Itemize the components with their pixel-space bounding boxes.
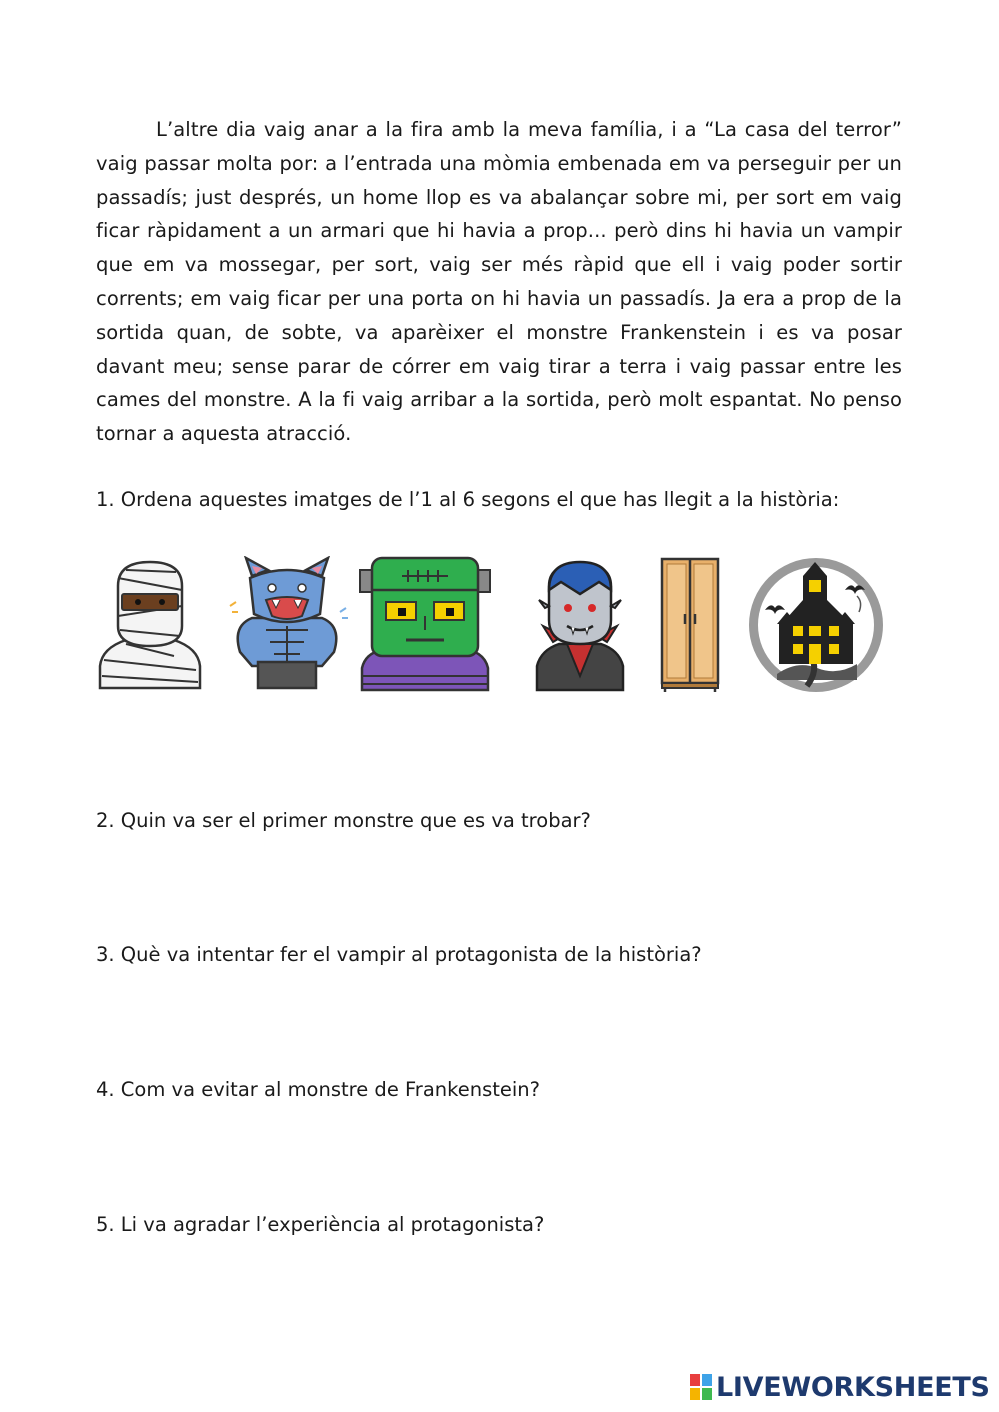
wardrobe-icon xyxy=(659,556,721,692)
question-1: 1. Ordena aquestes imatges de l’1 al 6 segons el que has llegit a la història: xyxy=(96,488,840,511)
question-2: 2. Quin va ser el primer monstre que es va trobar? xyxy=(96,809,591,832)
mummy-icon xyxy=(96,556,204,690)
liveworksheets-logo xyxy=(690,1370,990,1404)
question-3: 3. Què va intentar fer el vampir al protagonista de la història? xyxy=(96,943,702,966)
haunted-house-icon xyxy=(747,556,885,694)
story-paragraph: L’altre dia vaig anar a la fira amb la meva família, i a “La casa del terror” vaig passar molta por: a l’entrada una mòmia embenada em va perseguir per un passadís; just després, un home llop es va abalançar sobre mi, per sort em vaig ficar ràpidament a un armari que hi havia a prop... però dins hi havia un vampir que em va mossegar, per sort, vaig ser més ràpid que ell i vaig poder sortir corrents; em vaig ficar per una porta on hi havia un passadís. Ja era a prop de la sortida quan, de sobte, va aparèixer el monstre Frankenstein i es va posar davant meu; sense parar de córrer em vaig tirar a terra i vaig passar entre les cames del monstre. A la fi vaig arribar a la sortida, però molt espantat. No penso tornar a aquesta atracció. xyxy=(96,118,902,446)
question-4: 4. Com va evitar al monstre de Frankenstein? xyxy=(96,1078,541,1101)
frankenstein-icon xyxy=(358,556,492,692)
question-5: 5. Li va agradar l’experiència al protagonista? xyxy=(96,1213,545,1236)
werewolf-icon xyxy=(222,556,352,690)
vampire-icon xyxy=(533,556,627,692)
liveworksheets-logo-mark-icon xyxy=(690,1374,712,1400)
liveworksheets-logo-text: LIVEWORKSHEETS xyxy=(716,1371,990,1403)
story-pictures-row xyxy=(96,556,896,696)
